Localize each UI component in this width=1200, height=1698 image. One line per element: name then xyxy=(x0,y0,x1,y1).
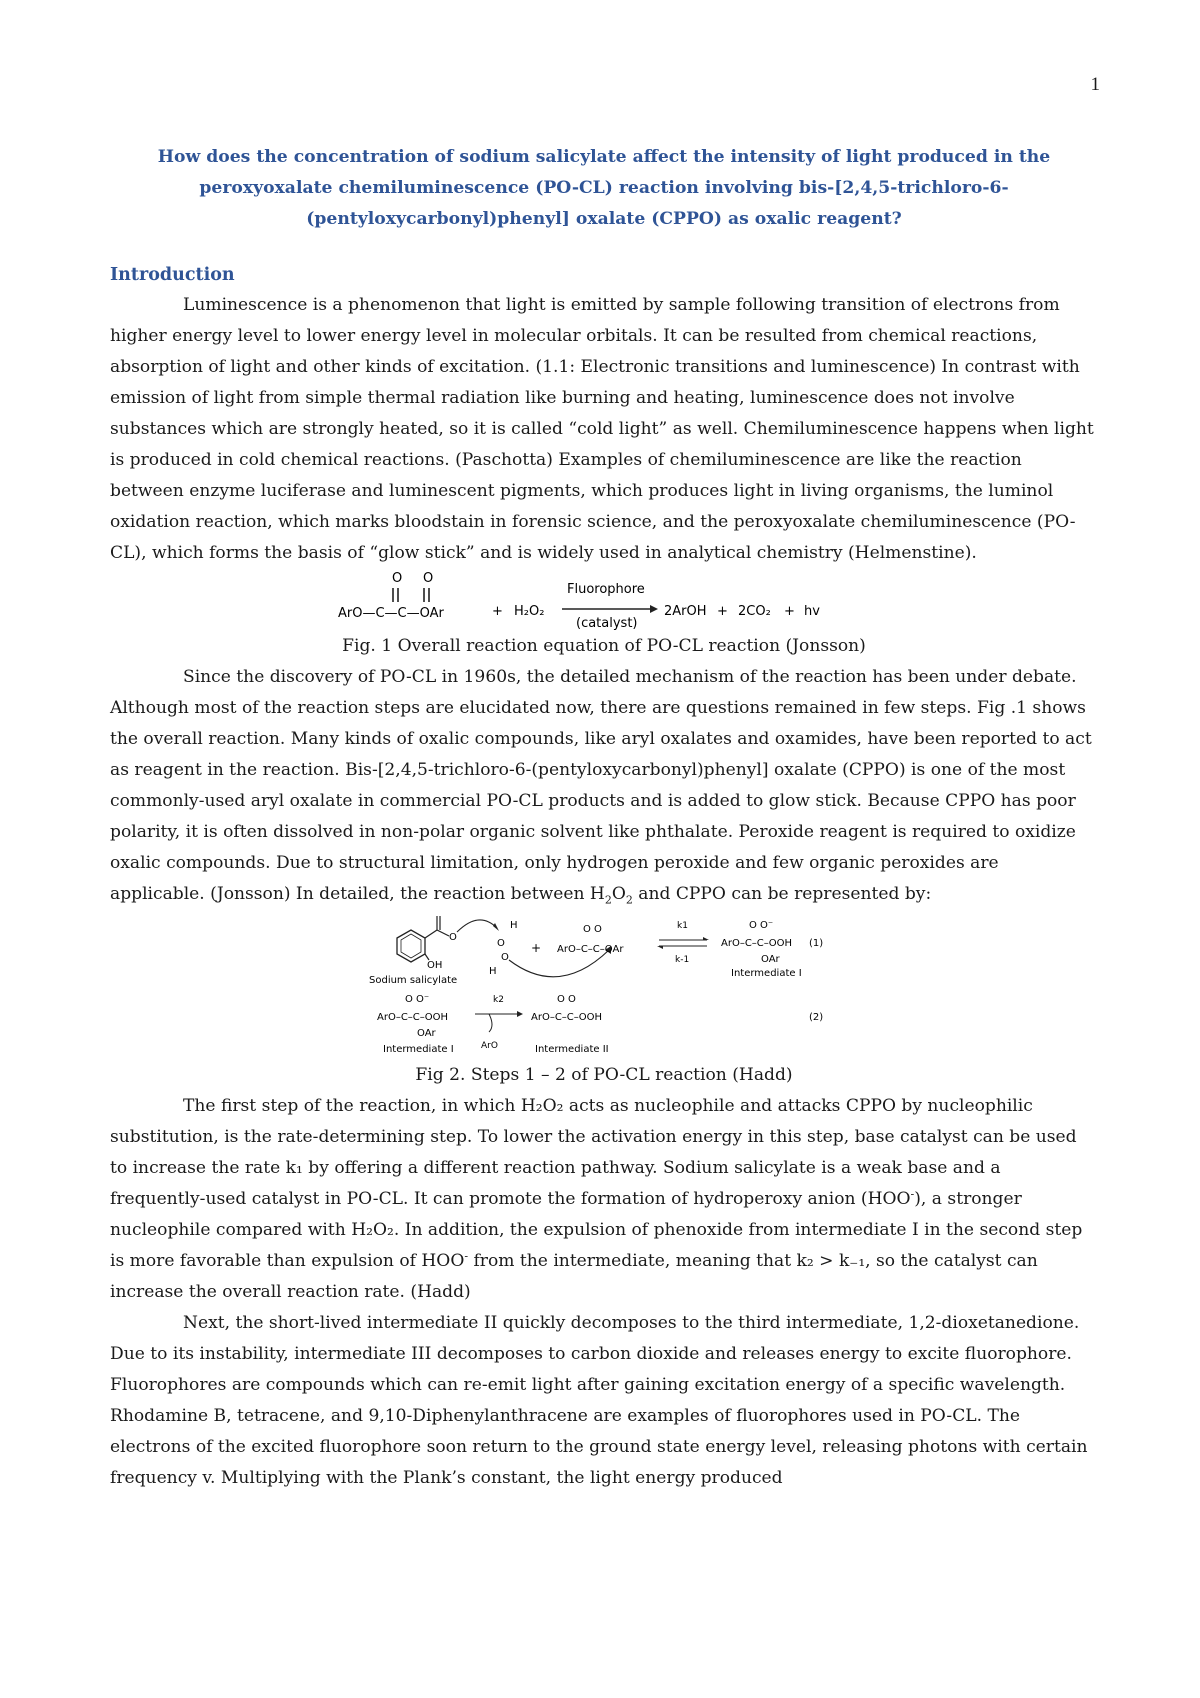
fig2-cppo-formula: ArO–C–C–OAr xyxy=(557,944,624,955)
fig2-intermediate-2-formula: ArO–C–C–OOH xyxy=(531,1012,603,1023)
fig2-equation-2: (2) xyxy=(809,1012,824,1023)
fig2-intermediate-2-label: Intermediate II xyxy=(535,1044,609,1055)
fig2-equation-1: (1) xyxy=(809,938,824,949)
fig2-row2-intermediate-1-oar: OAr xyxy=(417,1028,436,1039)
fig1-plus-2: + xyxy=(717,604,728,619)
paper-title: How does the concentration of sodium salicylate affect the intensity of light produced in the peroxyoxalate chemiluminescence (PO-CL) reaction involving bis-[2,4,5-trichloro-6-(pentyloxycarbonyl)phenyl] oxalate (CPPO) as oxalic reagent? xyxy=(157,147,1051,229)
fig2-hydrogen-bottom: H xyxy=(489,966,497,977)
fig1-product-hv: hv xyxy=(804,604,820,619)
svg-text:O: O xyxy=(501,952,509,963)
fig2-rate-k1: k1 xyxy=(677,921,688,931)
fig1-product-co2: 2CO₂ xyxy=(738,604,771,619)
svg-text:O O⁻: O O⁻ xyxy=(749,920,774,931)
figure-1-reaction-equation xyxy=(324,569,884,631)
fig1-oxygen-right: O xyxy=(423,571,434,586)
fig1-product-aroh: 2ArOH xyxy=(664,604,707,619)
section-heading-introduction: Introduction xyxy=(110,265,235,285)
fig1-arrow-label-catalyst: (catalyst) xyxy=(576,616,638,631)
figure-1-caption: Fig. 1 Overall reaction equation of PO-CL reaction (Jonsson) xyxy=(342,636,866,656)
fig1-reactant-oxalate: ArO—C—C—OAr xyxy=(338,606,444,621)
svg-text:O: O xyxy=(497,938,505,949)
fig2-phenoxide: ArO xyxy=(481,1041,498,1051)
fig1-plus-1: + xyxy=(492,604,503,619)
fig2-rate-k2: k2 xyxy=(493,995,504,1005)
fig2-attack-arrow xyxy=(457,920,497,932)
fig2-plus: + xyxy=(531,941,542,955)
figure-2-caption: Fig 2. Steps 1 – 2 of PO-CL reaction (Hadd) xyxy=(415,1065,793,1085)
fig1-arrow-label-fluorophore: Fluorophore xyxy=(567,582,645,597)
fig2-row2-intermediate-1-formula: ArO–C–C–OOH xyxy=(377,1012,449,1023)
fig2-sodium-salicylate-label: Sodium salicylate xyxy=(369,975,458,986)
svg-text:O O: O O xyxy=(583,924,602,935)
paragraph-fluorophore: Next, the short-lived intermediate II quickly decomposes to the third intermediate, 1,2-dioxetanedione. Due to its instability, intermediate III decomposes to carbon dioxide and releases energy to excite fluorophore. Fluorophores are compounds which can re-emit light after gaining excitation energy of a specific wavelength. Rhodamine B, tetracene, and 9,10-Diphenylanthracene are examples of fluorophores used in PO-CL. The electrons of the excited fluorophore soon return to the ground state energy level, releasing photons with certain frequency v. Multiplying with the Plank’s constant, the light energy produced xyxy=(110,1313,1088,1488)
fig2-row2-intermediate-1-label: Intermediate I xyxy=(383,1044,454,1055)
fig2-hydroxyl: OH xyxy=(427,960,443,971)
fig1-oxygen-left: O xyxy=(392,571,403,586)
paragraph-mechanism: Since the discovery of PO-CL in 1960s, the detailed mechanism of the reaction has been under debate. Although most of the reaction steps are elucidated now, there are questions remained in few steps. Fig .1 shows the overall reaction. Many kinds of oxalic compounds, like aryl oxalates and oxamides, have been reported to act as reagent in the reaction. Bis-[2,4,5-trichloro-6-(pentyloxycarbonyl)phenyl] oxalate (CPPO) is one of the most commonly-used aryl oxalate in commercial PO-CL products and is added to glow stick. Because CPPO has poor polarity, it is often dissolved in non-polar organic solvent like phthalate. Peroxide reagent is required to oxidize oxalic compounds. Due to structural limitation, only hydrogen peroxide and few organic peroxides are applicable. (Jonsson) In detailed, the reaction between $H_2O_2$ and CPPO can be represented by: xyxy=(110,667,1092,907)
fig2-carboxylate-oxygen: O xyxy=(449,932,457,943)
fig2-intermediate-1-oar: OAr xyxy=(761,954,780,965)
paragraph-rate-determining-step: The first step of the reaction, in which H₂O₂ acts as nucleophile and attacks CPPO by nucleophilic substitution, is the rate-determining step. To lower the activation energy in this step, base catalyst can be used to increase the rate k₁ by offering a different reaction pathway. Sodium salicylate is a weak base and a frequently-used catalyst in PO-CL. It can promote the formation of hydroperoxy anion (HOO-), a stronger nucleophile compared with H₂O₂. In addition, the expulsion of phenoxide from intermediate I in the second step is more favorable than expulsion of HOO- from the intermediate, meaning that k₂ > k₋₁, so the catalyst can increase the overall reaction rate. (Hadd) xyxy=(110,1096,1083,1302)
svg-text:O O: O O xyxy=(557,994,576,1005)
fig2-intermediate-1-label: Intermediate I xyxy=(731,968,802,979)
figure-2-reaction-steps xyxy=(369,910,839,1060)
svg-text:O O⁻: O O⁻ xyxy=(405,994,430,1005)
page-number: 1 xyxy=(1090,74,1100,95)
paragraph-luminescence: Luminescence is a phenomenon that light is emitted by sample following transition of electrons from higher energy level to lower energy level in molecular orbitals. It can be resulted from chemical reactions, absorption of light and other kinds of excitation. (1.1: Electronic transitions and luminescence) In contrast with emission of light from simple thermal radiation like burning and heating, luminescence does not involve substances which are strongly heated, so it is called “cold light” as well. Chemiluminescence happens when light is produced in cold chemical reactions. (Paschotta) Examples of chemiluminescence are like the reaction between enzyme luciferase and luminescent pigments, which produces light in living organisms, the luminol oxidation reaction, which marks bloodstain in forensic science, and the peroxyoxalate chemiluminescence (PO-CL), which forms the basis of “glow stick” and is widely used in analytical chemistry (Helmenstine). xyxy=(110,295,1094,563)
fig2-rate-k-minus1: k-1 xyxy=(675,955,690,965)
fig2-intermediate-1-formula: ArO–C–C–OOH xyxy=(721,938,793,949)
fig2-hydrogen-top: H xyxy=(510,920,518,931)
fig1-plus-3: + xyxy=(784,604,795,619)
document-body xyxy=(110,142,1098,1494)
fig1-hydrogen-peroxide: H₂O₂ xyxy=(514,604,545,619)
